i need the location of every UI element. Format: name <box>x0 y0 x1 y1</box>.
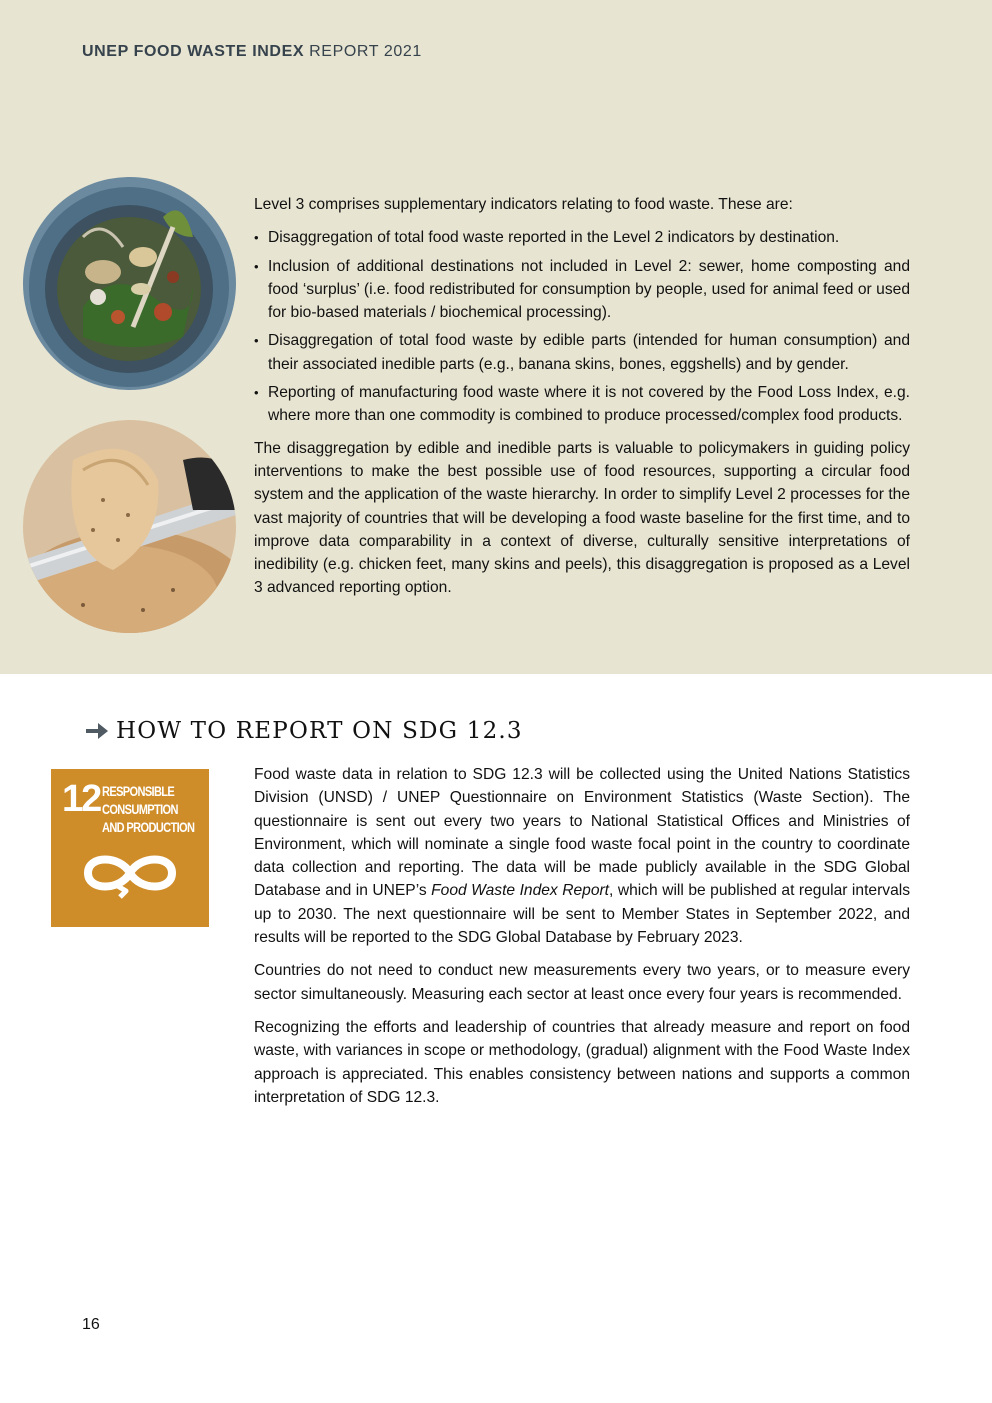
page-number: 16 <box>82 1316 100 1333</box>
section-heading <box>84 718 523 744</box>
arrow-right-icon <box>84 720 110 742</box>
level3-closing-paragraph: The disaggregation by edible and inedible parts is valuable to policymakers in guiding policy interventions to make the best possible use of food resources, supporting a circular food system and the application of the waste hierarchy. In order to simplify Level 2 processes for the vast majority of countries that will be developing a food waste baseline for the first time, and to improve data comparability in a context of diverse, culturally sensitive interpretations of inedibility (e.g. chicken feet, many skins and peels), this disaggregation is proposed as a Level 3 advanced reporting option. <box>254 439 910 597</box>
report-paragraph-2: Countries do not need to conduct new measurements every two years, or to measure every sector simultaneously. Measuring each sector at least once every four years is recommended. <box>254 962 910 1003</box>
sdg-goal-line: RESPONSIBLE <box>102 784 175 799</box>
level3-text-block <box>254 193 910 610</box>
list-item: • Inclusion of additional destinations not included in Level 2: sewer, home composting and food ‘surplus’ (i.e. food redistributed for consumption by people, used for animal feed or used for bio-based materials / biochemical processing). <box>254 255 910 325</box>
report-header <box>82 43 422 61</box>
list-item: • Reporting of manufacturing food waste where it is not covered by the Food Loss Index, e.g. where more than one commodity is combined to produce processed/complex food products. <box>254 381 910 428</box>
sdg-goal-name <box>102 783 209 837</box>
report-paragraph-1-text: Food waste data in relation to SDG 12.3 will be collected using the United Nations Statistics Division (UNSD) / UNEP Questionnaire on Environment Statistics (Waste Section). The questionnaire is sent out every two years to National Statistical Offices and Ministries of Environment, which will nominate a single food waste focal point in the country to coordinate data collection and reporting. The data will be made publicly available in the SDG Global Database and in UNEP’s <box>254 766 910 900</box>
list-item: • Disaggregation of total food waste by edible parts (intended for human consumption) and their associated inedible parts (e.g., banana skins, bones, eggshells) and by gender. <box>254 329 910 376</box>
report-paragraph-3: Recognizing the efforts and leadership of countries that already measure and report on food waste, with variances in scope or methodology, (gradual) alignment with the Food Waste Index approach is appreciated. This enables consistency between nations and supports a common interpretation of SDG 12.3. <box>254 1018 910 1106</box>
sdg-goal-line: AND PRODUCTION <box>102 820 195 835</box>
report-paragraph-1 <box>254 763 910 949</box>
header-title-bold: UNEP FOOD WASTE INDEX <box>82 43 305 60</box>
level3-intro: Level 3 comprises supplementary indicators relating to food waste. These are: <box>254 196 793 213</box>
list-item: • Disaggregation of total food waste reported in the Level 2 indicators by destination. <box>254 226 910 249</box>
potato-peeling-photo <box>23 420 236 633</box>
sdg-number: 12 <box>62 778 101 820</box>
food-waste-bowl-photo <box>23 177 236 390</box>
sdg-goal-line: CONSUMPTION <box>102 802 178 817</box>
report-paragraph-1-text-end: , which will be published at regular intervals up to 2030. The next questionnaire will be sent to Member States in September 2022, and results will be reported to the SDG Global Database by February 2023. <box>254 882 910 947</box>
infinity-loop-icon <box>80 847 180 899</box>
sdg-12-badge <box>51 769 209 927</box>
level3-bullet-list <box>254 226 910 427</box>
header-title-rest: REPORT 2021 <box>309 43 422 60</box>
report-title-italic: Food Waste Index Report <box>431 882 610 900</box>
section-title: HOW TO REPORT ON SDG 12.3 <box>116 718 523 744</box>
report-text-block <box>254 763 910 1119</box>
